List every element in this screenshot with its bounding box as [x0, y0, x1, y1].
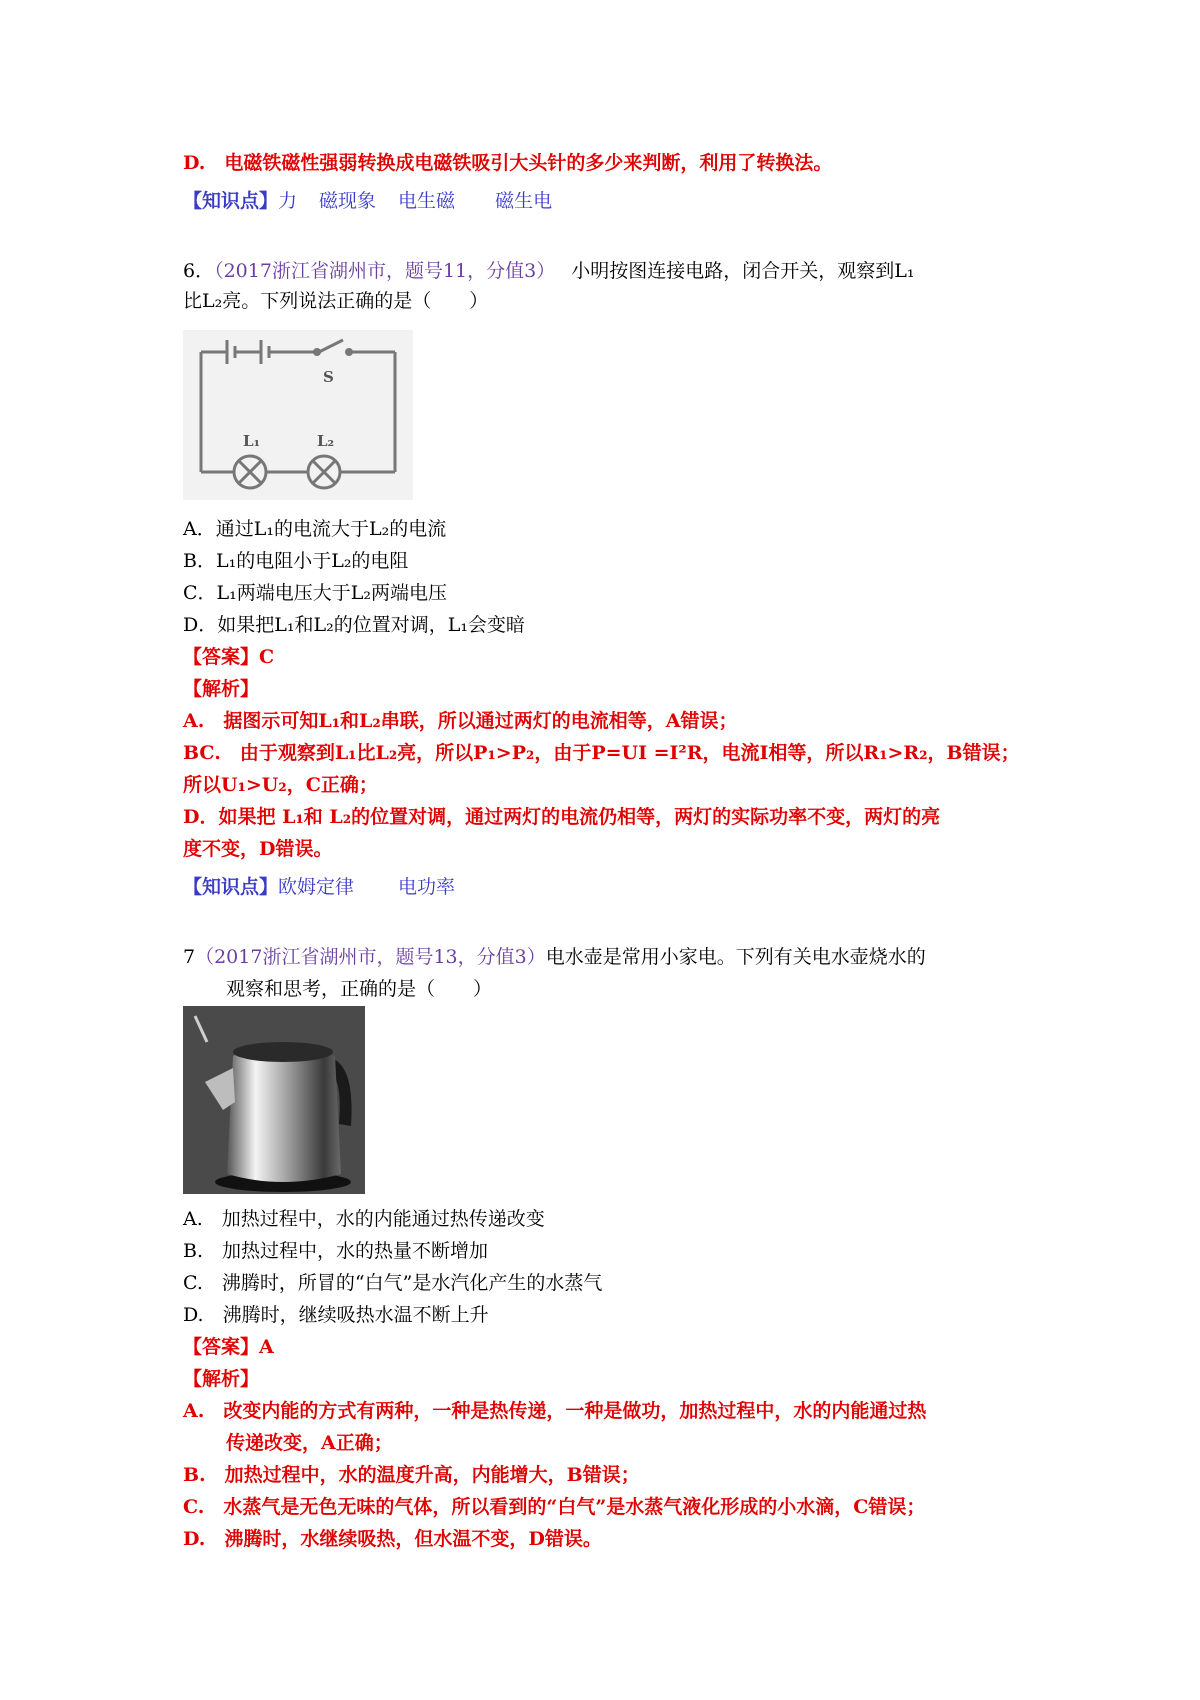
q6-analysis-line: 所以U₁>U₂，C正确；: [183, 774, 378, 796]
q7-number: 7: [183, 946, 196, 968]
knowledge-item: 磁现象: [319, 190, 377, 212]
q6-number: 6．: [183, 260, 215, 282]
q7-analysis-line: 传递改变，A正确；: [226, 1432, 393, 1454]
q7-option-c: C. 沸腾时，所冒的“白气”是水汽化产生的水蒸气: [183, 1272, 603, 1294]
q7-stem-line-1: [183, 942, 926, 972]
q7-option-d: D. 沸腾时，继续吸热水温不断上升: [183, 1304, 489, 1326]
lamp2-label: L₂: [317, 432, 335, 450]
q6-knowledge-points: [183, 872, 455, 902]
q6-analysis-label: 【解析】: [183, 678, 260, 700]
q6-analysis-line: A. 据图示可知L₁和L₂串联，所以通过两灯的电流相等，A错误；: [183, 710, 738, 732]
q7-analysis-line: C. 水蒸气是无色无味的气体，所以看到的“白气”是水蒸气液化形成的小水滴，C错误；: [183, 1496, 926, 1518]
q7-option-a: A. 加热过程中，水的内能通过热传递改变: [183, 1208, 545, 1230]
knowledge-item: 磁生电: [495, 190, 553, 212]
q7-analysis-line: D. 沸腾时，水继续吸热，但水温不变，D错误。: [183, 1528, 602, 1550]
lamp1-label: L₁: [243, 432, 261, 450]
switch-contact-icon: [345, 348, 353, 356]
q7-option-b: B. 加热过程中，水的热量不断增加: [183, 1240, 489, 1262]
q7-analysis-line: B. 加热过程中，水的温度升高，内能增大，B错误；: [183, 1464, 640, 1486]
q6-option-b: B．L₁的电阻小于L₂的电阻: [183, 550, 409, 572]
q6-option-d: D．如果把L₁和L₂的位置对调，L₁会变暗: [183, 614, 525, 636]
q6-analysis-line: 度不变，D错误。: [183, 838, 333, 860]
knowledge-item: 电功率: [398, 876, 456, 898]
kettle-body: [227, 1044, 341, 1182]
q6-analysis-line: D．如果把 L₁和 L₂的位置对调，通过两灯的电流仍相等，两灯的实际功率不变，两灯的亮: [183, 806, 941, 828]
q7-stem: 电水壶是常用小家电。下列有关电水壶烧水的: [545, 946, 926, 968]
knowledge-label: 【知识点】: [183, 876, 279, 898]
prev-option-d-analysis: D. 电磁铁磁性强弱转换成电磁铁吸引大头针的多少来判断，利用了转换法。: [183, 152, 833, 174]
kettle-lid: [233, 1042, 333, 1062]
q6-option-a: A．通过L₁的电流大于L₂的电流: [183, 518, 447, 540]
q7-kettle-photo: [183, 1006, 365, 1194]
knowledge-label: 【知识点】: [183, 190, 279, 212]
q6-analysis-line: BC. 由于观察到L₁比L₂亮，所以P₁>P₂，由于P=UI =I²R，电流I相等，所以R₁>R₂，B错误；: [183, 742, 1020, 764]
switch-label: S: [323, 368, 334, 386]
q7-source: （2017浙江省湖州市，题号13，分值3）: [195, 946, 546, 968]
q6-source: （2017浙江省湖州市，题号11，分值3）: [214, 260, 556, 282]
knowledge-item: 力: [278, 190, 298, 212]
knowledge-item: 电生磁: [398, 190, 456, 212]
switch-contact-icon: [313, 348, 321, 356]
prev-knowledge-points: [183, 186, 552, 216]
q7-stem-line-2: 观察和思考，正确的是（ ）: [226, 978, 493, 1000]
q6-circuit-diagram: [183, 330, 413, 500]
q7-answer: 【答案】A: [183, 1336, 274, 1358]
knowledge-item: 欧姆定律: [278, 876, 355, 898]
q7-analysis-line: A. 改变内能的方式有两种，一种是热传递，一种是做功，加热过程中，水的内能通过热: [183, 1400, 927, 1422]
q6-option-c: C．L₁两端电压大于L₂两端电压: [183, 582, 448, 604]
q6-stem-line-1: [183, 256, 914, 286]
q6-stem: 小明按图连接电路，闭合开关，观察到L₁: [571, 260, 915, 282]
q6-stem-line-2: 比L₂亮。下列说法正确的是（ ）: [183, 290, 489, 312]
q6-answer: 【答案】C: [183, 646, 275, 668]
q7-analysis-label: 【解析】: [183, 1368, 260, 1390]
